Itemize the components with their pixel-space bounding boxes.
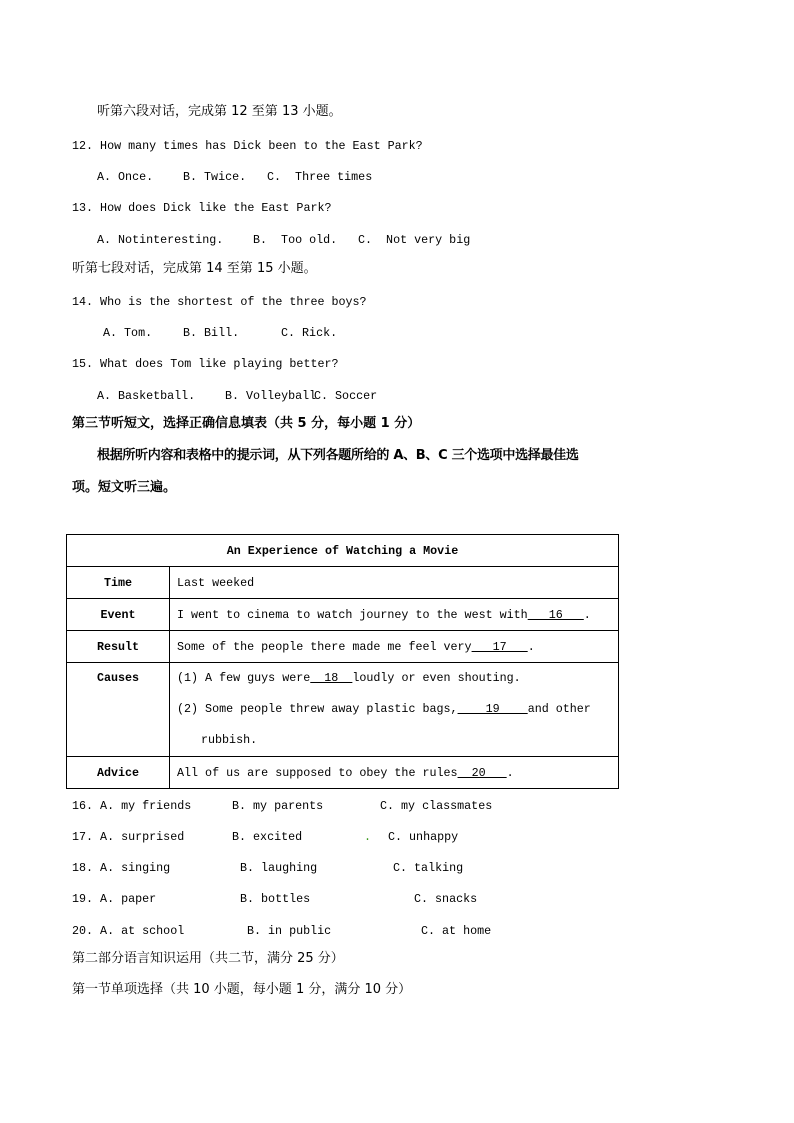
- q14-option-a: A. Tom.: [103, 326, 153, 340]
- cause2-text: (2) Some people threw away plastic bags,: [177, 702, 458, 716]
- cause2-suffix: and other: [527, 702, 591, 716]
- event-text: I went to cinema to watch journey to the west with: [177, 607, 528, 622]
- q12-option-b: B. Twice.: [183, 170, 247, 184]
- q16-option-c: C. my classmates: [380, 799, 493, 813]
- blank-18: 18: [310, 671, 353, 685]
- advice-label: Advice: [67, 757, 170, 789]
- event-label: Event: [67, 599, 170, 631]
- part3-instruction: 根据所听内容和表格中的提示词，从下列各题所给的 A、B、C 三个选项中选择最佳选: [97, 448, 579, 463]
- q15-option-c: C. Soccer: [314, 389, 378, 403]
- question-13: 13. How does Dick like the East Park?: [72, 201, 332, 215]
- result-text: Some of the people there made me feel very: [177, 639, 472, 654]
- section6-heading: 听第六段对话，完成第 12 至第 13 小题。: [97, 104, 342, 119]
- blank-19: 19: [457, 702, 528, 716]
- result-label: Result: [67, 631, 170, 663]
- q18-option-a: 18. A. singing: [72, 861, 171, 875]
- q20-option-b: B. in public: [247, 924, 332, 938]
- blank-17: 17: [471, 639, 528, 654]
- part3-heading: 第三节听短文，选择正确信息填表（共 5 分，每小题 1 分）: [72, 416, 421, 431]
- q12-option-c: C. Three times: [267, 170, 373, 184]
- part2-heading: 第二部分语言知识运用（共二节，满分 25 分）: [72, 951, 344, 966]
- time-value: Last weeked: [170, 567, 619, 599]
- q13-option-a: A. Notinteresting.: [97, 233, 224, 247]
- q19-option-b: B. bottles: [240, 892, 311, 906]
- result-cell: [170, 631, 619, 663]
- q20-option-c: C. at home: [421, 924, 492, 938]
- q13-option-b: B. Too old.: [253, 233, 338, 247]
- q19-option-c: C. snacks: [414, 892, 478, 906]
- q17-option-a: 17. A. surprised: [72, 830, 185, 844]
- question-15: 15. What does Tom like playing better?: [72, 357, 339, 371]
- q12-option-a: A. Once.: [97, 170, 154, 184]
- part2-section1-heading: 第一节单项选择（共 10 小题，每小题 1 分，满分 10 分）: [72, 982, 412, 997]
- causes-cell: [170, 663, 619, 757]
- advice-cell: [170, 757, 619, 789]
- q15-option-a: A. Basketball.: [97, 389, 196, 403]
- q19-option-a: 19. A. paper: [72, 892, 157, 906]
- table-title: An Experience of Watching a Movie: [67, 535, 619, 567]
- q20-option-a: 20. A. at school: [72, 924, 185, 938]
- section7-heading: 听第七段对话，完成第 14 至第 15 小题。: [72, 261, 317, 276]
- q13-option-c: C. Not very big: [358, 233, 471, 247]
- period: .: [506, 765, 514, 780]
- q14-option-c: C. Rick.: [281, 326, 338, 340]
- movie-experience-table: [66, 534, 619, 789]
- q18-option-b: B. laughing: [240, 861, 318, 875]
- cause2-cont: rubbish.: [201, 733, 258, 747]
- q17-option-b: B. excited: [232, 830, 303, 844]
- question-12: 12. How many times has Dick been to the East Park?: [72, 139, 423, 153]
- q16-option-a: 16. A. my friends: [72, 799, 192, 813]
- q16-option-b: B. my parents: [232, 799, 324, 813]
- blank-16: 16: [527, 607, 584, 622]
- q14-option-b: B. Bill.: [183, 326, 240, 340]
- q15-option-b: B. Volleyball: [225, 389, 317, 403]
- event-cell: [170, 599, 619, 631]
- period: .: [527, 639, 535, 654]
- cause1-text: (1) A few guys were: [177, 671, 311, 685]
- stray-dot: .: [364, 830, 372, 844]
- advice-text: All of us are supposed to obey the rules: [177, 765, 458, 780]
- time-label: Time: [67, 567, 170, 599]
- q18-option-c: C. talking: [393, 861, 464, 875]
- cause1-suffix: loudly or even shouting.: [352, 671, 521, 685]
- period: .: [583, 607, 591, 622]
- q17-option-c: C. unhappy: [388, 830, 459, 844]
- causes-label: Causes: [67, 663, 170, 757]
- part3-instruction-cont: 项。短文听三遍。: [72, 480, 177, 495]
- question-14: 14. Who is the shortest of the three boys?: [72, 295, 367, 309]
- blank-20: 20: [457, 765, 507, 780]
